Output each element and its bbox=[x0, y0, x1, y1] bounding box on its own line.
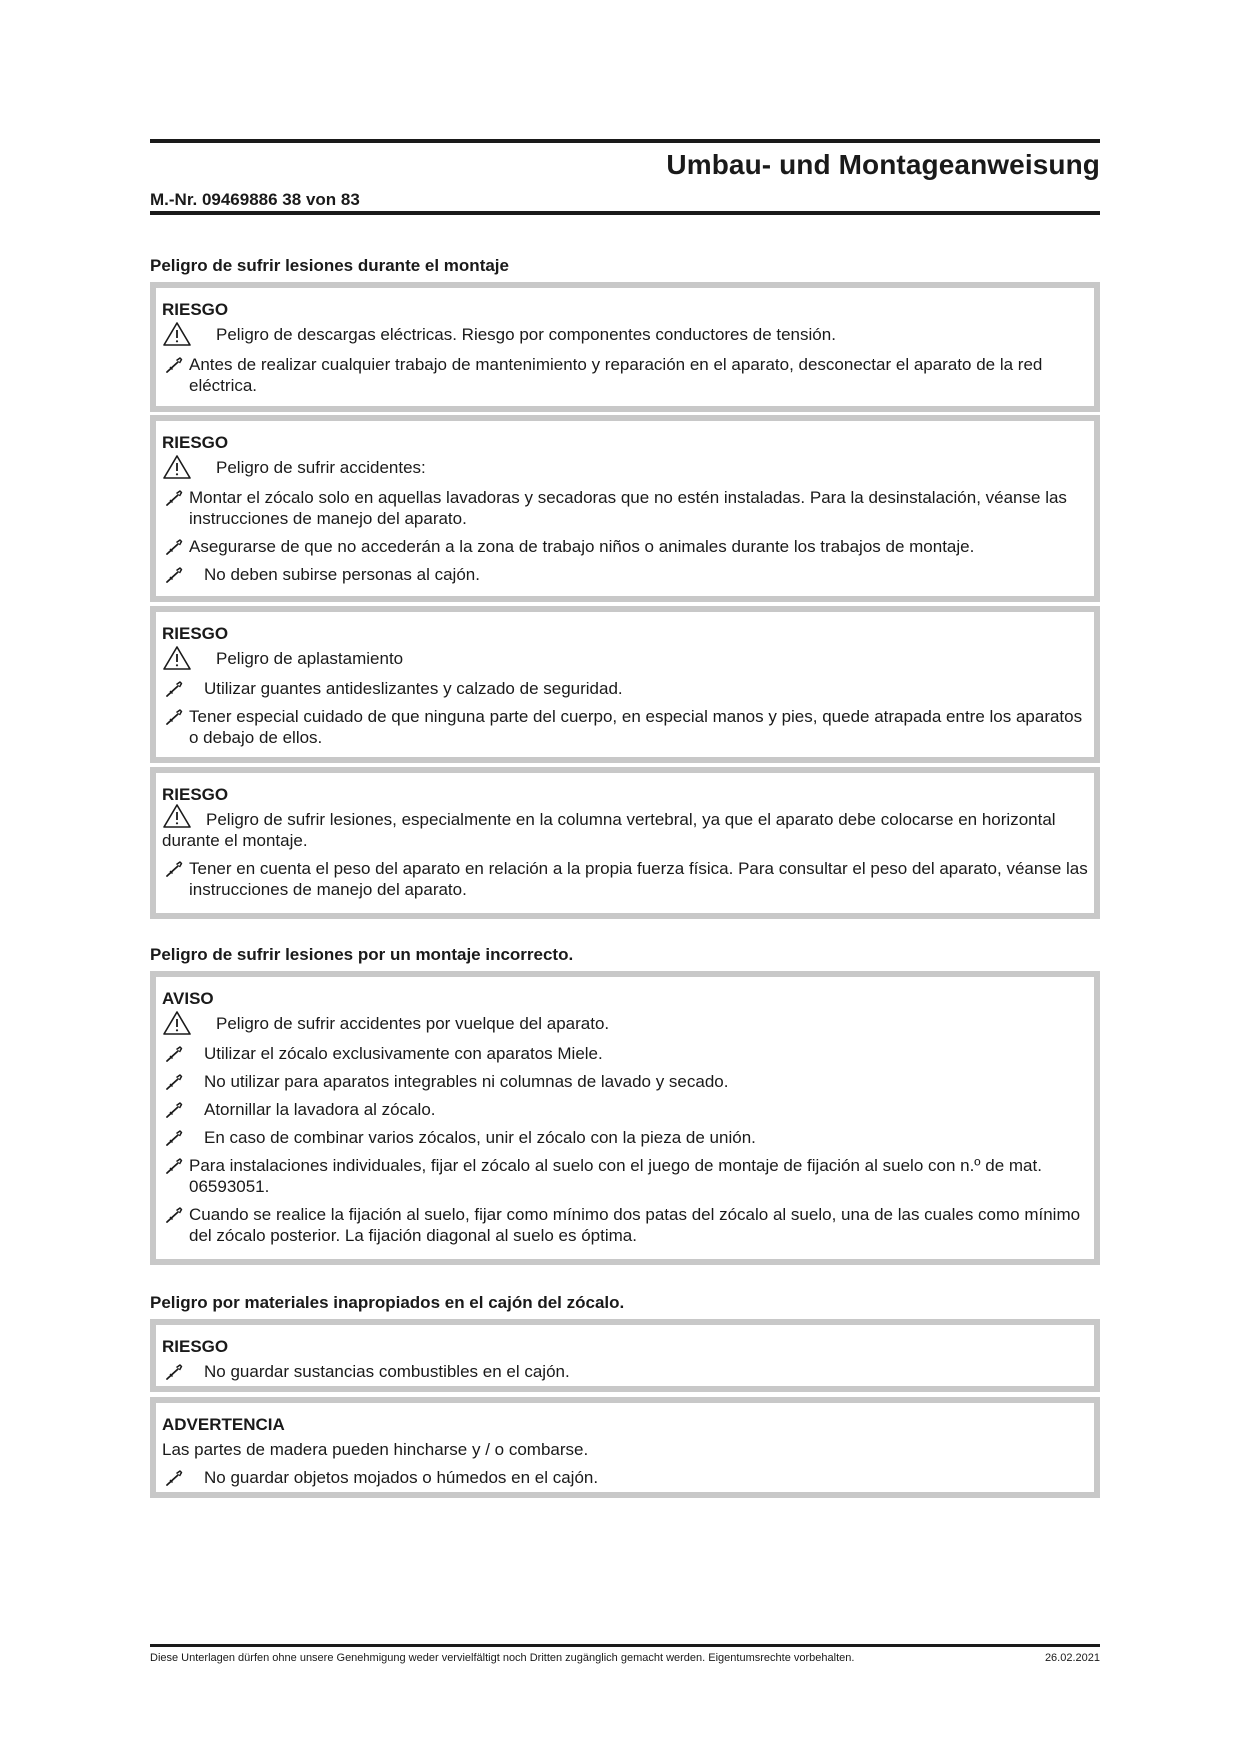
wrench-icon bbox=[163, 1154, 187, 1178]
warning-line bbox=[162, 324, 1094, 347]
instruction-step bbox=[162, 487, 1094, 529]
header-top-rule bbox=[150, 139, 1100, 143]
warning-triangle-icon bbox=[162, 803, 192, 829]
wrench-icon bbox=[163, 1126, 187, 1150]
wrench-icon bbox=[163, 857, 187, 881]
step-text: Tener especial cuidado de que ninguna parte del cuerpo, en especial manos y pies, quede atrapada entre los aparatos o debajo de ellos. bbox=[189, 707, 1083, 747]
wrench-icon bbox=[163, 563, 187, 587]
instruction-step bbox=[162, 1467, 1094, 1488]
wrench-icon bbox=[163, 1098, 187, 1122]
instruction-step bbox=[162, 1099, 1094, 1120]
footer-rule bbox=[150, 1644, 1100, 1647]
box-title: AVISO bbox=[162, 989, 214, 1008]
advertencia-box bbox=[150, 1397, 1100, 1498]
document-title: Umbau- und Montageanweisung bbox=[666, 149, 1100, 180]
instruction-step bbox=[162, 354, 1094, 396]
step-text: Asegurarse de que no accederán a la zona de trabajo niños o animales durante los trabajos de montaje. bbox=[189, 537, 975, 556]
instruction-step bbox=[162, 1155, 1094, 1197]
box-title: RIESGO bbox=[162, 300, 229, 319]
box-title: RIESGO bbox=[162, 1337, 229, 1356]
box-title: RIESGO bbox=[162, 624, 229, 643]
warning-triangle-icon bbox=[162, 321, 192, 347]
step-text: Montar el zócalo solo en aquellas lavadoras y secadoras que no estén instaladas. Para la desinstalación, véanse las instrucciones de manejo del aparato. bbox=[189, 488, 1067, 528]
instruction-step bbox=[162, 678, 1094, 699]
warning-line bbox=[162, 457, 1094, 480]
section-heading: Peligro de sufrir lesiones por un montaje incorrecto. bbox=[150, 945, 574, 964]
step-text: No guardar sustancias combustibles en el cajón. bbox=[204, 1362, 570, 1381]
instruction-step bbox=[162, 1127, 1094, 1148]
notice-box bbox=[150, 971, 1100, 1265]
instruction-step bbox=[162, 706, 1094, 748]
warning-line bbox=[162, 648, 1094, 671]
step-text: Antes de realizar cualquier trabajo de mantenimiento y reparación en el aparato, desconectar el aparato de la red eléctrica. bbox=[189, 355, 1043, 395]
footer-copyright-note: Diese Unterlagen dürfen ohne unsere Genehmigung weder vervielfältigt noch Dritten zugänglich gemacht werden. Eigentumsrechte vorbehalten. bbox=[150, 1652, 855, 1664]
risk-box bbox=[150, 415, 1100, 602]
wrench-icon bbox=[163, 1466, 187, 1490]
warning-text: Peligro de descargas eléctricas. Riesgo por componentes conductores de tensión. bbox=[216, 325, 836, 344]
wrench-icon bbox=[163, 1203, 187, 1227]
step-text: No utilizar para aparatos integrables ni columnas de lavado y secado. bbox=[204, 1072, 729, 1091]
warning-text: Peligro de sufrir lesiones, especialmente en la columna vertebral, ya que el aparato debe colocarse en horizontal durante el montaje. bbox=[162, 810, 1056, 850]
step-text: Utilizar guantes antideslizantes y calzado de seguridad. bbox=[204, 679, 623, 698]
wrench-icon bbox=[163, 1042, 187, 1066]
step-text: Para instalaciones individuales, fijar el zócalo al suelo con el juego de montaje de fijación al suelo con n.º de mat. 06593051. bbox=[189, 1156, 1042, 1196]
wrench-icon bbox=[163, 1070, 187, 1094]
wrench-icon bbox=[163, 677, 187, 701]
wrench-icon bbox=[163, 705, 187, 729]
box-title: RIESGO bbox=[162, 785, 229, 804]
step-text: Tener en cuenta el peso del aparato en relación a la propia fuerza física. Para consultar el peso del aparato, véanse las instrucciones de manejo del aparato. bbox=[189, 859, 1088, 899]
footer-date: 26.02.2021 bbox=[1044, 1652, 1100, 1664]
step-text: No deben subirse personas al cajón. bbox=[204, 565, 480, 584]
box-title: RIESGO bbox=[162, 433, 229, 452]
document-number: M.-Nr. 09469886 38 von 83 bbox=[150, 190, 360, 209]
warning-text: Peligro de sufrir accidentes: bbox=[216, 458, 426, 477]
instruction-step bbox=[162, 1043, 1094, 1064]
warning-text: Peligro de sufrir accidentes por vuelque del aparato. bbox=[216, 1014, 610, 1033]
section-heading: Peligro por materiales inapropiados en el cajón del zócalo. bbox=[150, 1293, 625, 1312]
warning-text: Peligro de aplastamiento bbox=[216, 649, 404, 668]
warning-triangle-icon bbox=[162, 645, 192, 671]
risk-box bbox=[150, 606, 1100, 763]
instruction-step bbox=[162, 858, 1094, 900]
wrench-icon bbox=[163, 535, 187, 559]
instruction-step bbox=[162, 536, 1094, 557]
section-heading: Peligro de sufrir lesiones durante el montaje bbox=[150, 256, 509, 275]
warning-triangle-icon bbox=[162, 454, 192, 480]
box-text: Las partes de madera pueden hincharse y / o combarse. bbox=[162, 1440, 589, 1459]
risk-box bbox=[150, 1319, 1100, 1392]
wrench-icon bbox=[163, 1360, 187, 1384]
risk-box bbox=[150, 767, 1100, 919]
step-text: Cuando se realice la fijación al suelo, fijar como mínimo dos patas del zócalo al suelo, una de las cuales como mínimo del zócalo posterior. La fijación diagonal al suelo es óptima. bbox=[189, 1205, 1081, 1245]
step-text: Utilizar el zócalo exclusivamente con aparatos Miele. bbox=[204, 1044, 603, 1063]
warning-triangle-icon bbox=[162, 1010, 192, 1036]
instruction-step bbox=[162, 1204, 1094, 1246]
warning-line bbox=[162, 1013, 1094, 1036]
wrench-icon bbox=[163, 353, 187, 377]
instruction-step bbox=[162, 1071, 1094, 1092]
instruction-step bbox=[162, 1361, 1094, 1382]
step-text: No guardar objetos mojados o húmedos en el cajón. bbox=[204, 1468, 599, 1487]
risk-box bbox=[150, 282, 1100, 412]
box-title: ADVERTENCIA bbox=[162, 1415, 285, 1434]
instruction-step bbox=[162, 564, 1094, 585]
warning-line bbox=[162, 809, 1094, 851]
step-text: Atornillar la lavadora al zócalo. bbox=[204, 1100, 436, 1119]
header-bottom-rule bbox=[150, 211, 1100, 215]
step-text: En caso de combinar varios zócalos, unir el zócalo con la pieza de unión. bbox=[204, 1128, 756, 1147]
wrench-icon bbox=[163, 486, 187, 510]
